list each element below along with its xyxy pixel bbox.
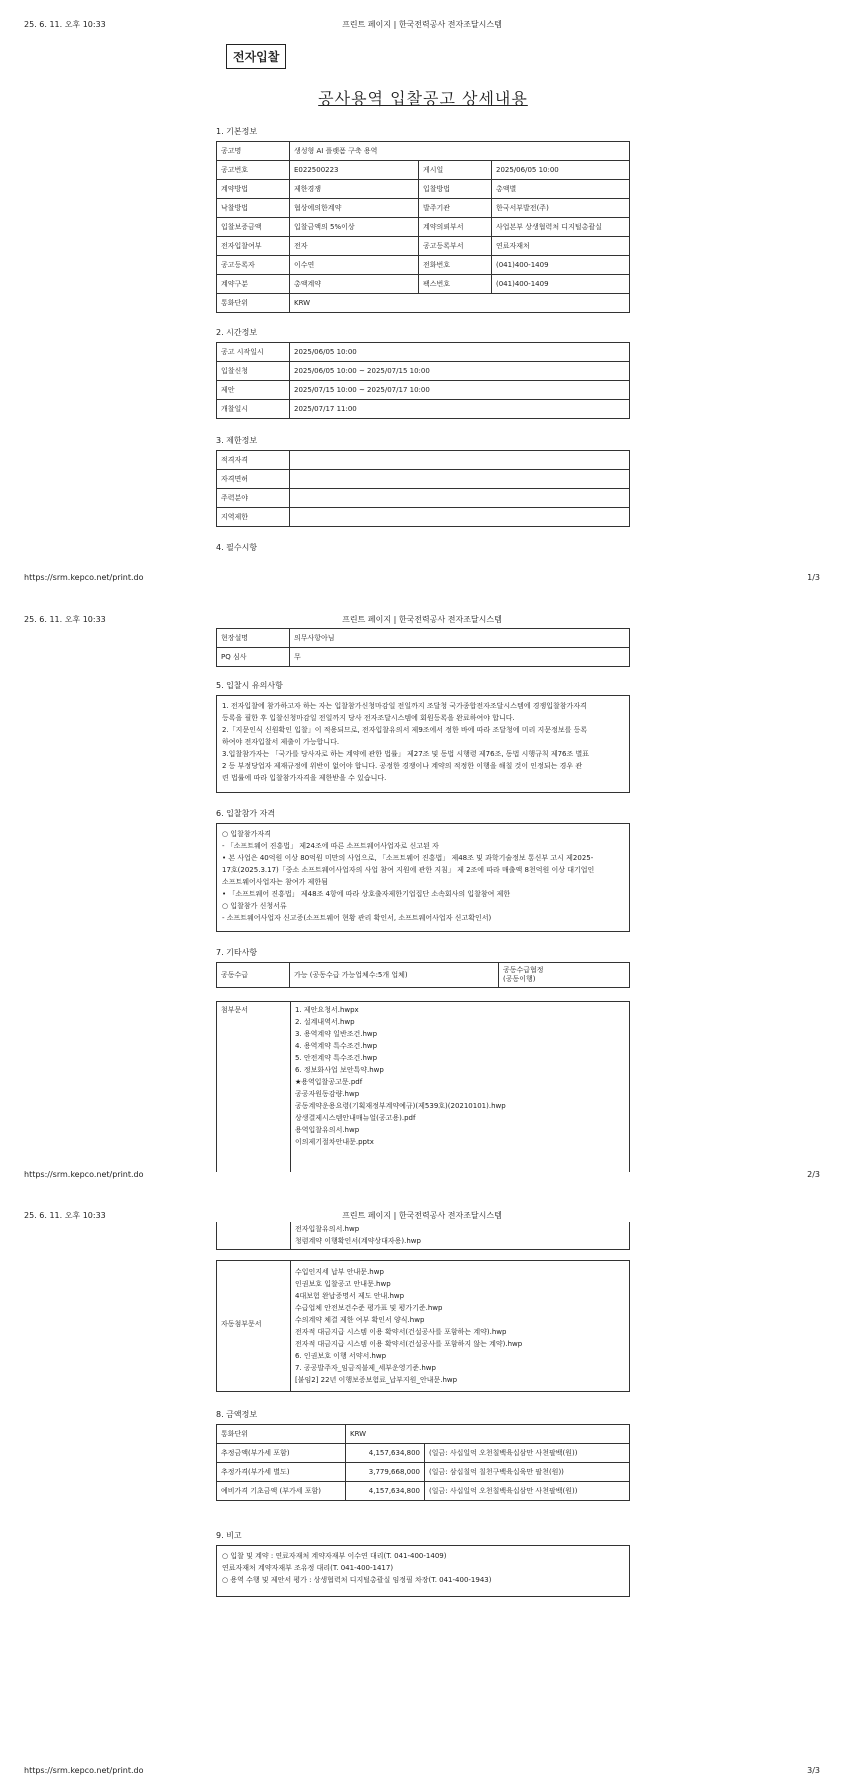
table-row <box>217 275 630 294</box>
label-cell: PQ 심사 <box>217 648 290 667</box>
label-cell: 공고등록자 <box>217 256 290 275</box>
auto-attachment-file-link[interactable]: 4대보험 완납증명서 제도 안내.hwp <box>295 1292 405 1300</box>
joint-agreement-text: 공동수급협정 <box>503 966 544 974</box>
attachment-file-link[interactable]: 청렴계약 이행확인서(계약상대자용).hwp <box>295 1237 421 1245</box>
attachment-file-link[interactable]: 2. 설계내역서.hwp <box>295 1018 355 1026</box>
section-etc-title: 7. 기타사항 <box>216 948 258 957</box>
value-cell <box>290 451 630 470</box>
auto-attachment-file-link[interactable]: [붙임2] 22년 이행보증보험료_납부지원_안내문.hwp <box>295 1376 458 1384</box>
table-row <box>217 343 630 362</box>
label-cell: 공고명 <box>217 142 290 161</box>
label-cell: 추정금액(부가세 포함) <box>217 1444 346 1463</box>
value-cell: 총액별 <box>492 180 630 199</box>
attachment-file-link[interactable]: 공동계약운용요령(기획재정부계약예규)(제539호)(20210101).hwp <box>295 1102 506 1110</box>
required-info-table <box>216 628 630 667</box>
value-cell: 무 <box>290 648 630 667</box>
attachment-file-link[interactable]: 전자입찰유의서.hwp <box>295 1225 360 1233</box>
page-3 <box>0 1192 844 1789</box>
auto-attachment-file-link[interactable]: 수입인지세 납부 안내문.hwp <box>295 1268 384 1276</box>
remarks-line: ○ 입찰 및 계약 : 연료자재처 계약자재부 이수연 대리(T. 041-400-1409) <box>222 1552 447 1560</box>
qualification-line: - 「소프트웨어 진흥법」 제24조에 따른 소프트웨어사업자로 신고된 자 <box>222 842 439 850</box>
table-row <box>217 400 630 419</box>
value-cell <box>290 470 630 489</box>
joint-agreement-cell <box>499 963 630 988</box>
value-cell: 한국서부발전(주) <box>492 199 630 218</box>
table-row <box>217 1482 630 1501</box>
value-cell: 2025/06/05 10:00 <box>290 343 630 362</box>
table-row <box>217 489 630 508</box>
label-cell: 공동수급 <box>217 963 290 988</box>
remarks-line: ○ 용역 수행 및 제안서 평가 : 상생협력처 디지털총괄실 임정필 차장(T. 041-400-1943) <box>222 1576 492 1584</box>
attachment-table <box>216 1001 630 1172</box>
section-qualification-title: 6. 입찰참가 자격 <box>216 809 276 818</box>
header-datetime: 25. 6. 11. 오후 10:33 <box>24 1211 106 1220</box>
footer-page-number: 2/3 <box>807 1170 820 1179</box>
footer-url[interactable]: https://srm.kepco.net/print.do <box>24 573 144 582</box>
label-cell: 주력분야 <box>217 489 290 508</box>
table-row <box>217 451 630 470</box>
auto-attachment-table <box>216 1260 630 1392</box>
label-cell: 지역제한 <box>217 508 290 527</box>
page-2 <box>0 596 844 1192</box>
qualification-line: 17호(2025.3.17)「중소 소프트웨어사업자의 사업 참여 지원에 관한 지침」 제 2조에 따라 매출액 8천억원 이상 대기업인 <box>222 866 595 874</box>
attachment-file-link[interactable]: 1. 제안요청서.hwpx <box>295 1006 359 1014</box>
qualification-line: • 본 사업은 40억원 이상 80억원 미만의 사업으로, 「소프트웨어 진흥법」 제48조 및 과학기술정보 통신부 고시 제2025- <box>222 854 594 862</box>
attachment-file-link[interactable]: 5. 안전계약 특수조건.hwp <box>295 1054 378 1062</box>
table-row <box>217 180 630 199</box>
qualification-line: ○ 입찰참가자격 <box>222 830 271 838</box>
amount-value: 4,157,634,800 <box>346 1444 425 1463</box>
time-info-table <box>216 342 630 419</box>
label-cell: 공고번호 <box>217 161 290 180</box>
value-cell: KRW <box>290 294 630 313</box>
value-cell: 2025/06/05 10:00 <box>492 161 630 180</box>
label-cell: 계약의뢰부서 <box>419 218 492 237</box>
amount-value: 4,157,634,800 <box>346 1482 425 1501</box>
table-row <box>217 362 630 381</box>
label-cell: 발주기관 <box>419 199 492 218</box>
remarks-line: 연료자재처 계약자재부 조유정 대리(T. 041-400-1417) <box>222 1564 394 1572</box>
section-notice-title: 5. 입찰시 유의사항 <box>216 681 283 690</box>
table-row <box>217 199 630 218</box>
value-cell: 2025/06/05 10:00 ~ 2025/07/15 10:00 <box>290 362 630 381</box>
auto-attachment-file-link[interactable]: 6. 인권보호 이행 서약서.hwp <box>295 1352 387 1360</box>
value-cell: 협상에의한계약 <box>290 199 419 218</box>
notice-line: 3.입찰참가자는 「국가를 당사자로 하는 계약에 관한 법률」 제27조 및 동법 시행령 제76조, 동법 시행규칙 제76조 별표 <box>222 750 590 758</box>
footer-url[interactable]: https://srm.kepco.net/print.do <box>24 1766 144 1775</box>
amount-text: (일금: 삼십칠억 칠천구백육십육만 팔천(원)) <box>425 1463 630 1482</box>
label-cell: 계약구분 <box>217 275 290 294</box>
attachment-file-link[interactable]: ★용역입찰공고문.pdf <box>295 1078 363 1086</box>
table-row <box>217 142 630 161</box>
value-cell: 입찰금액의 5%이상 <box>290 218 419 237</box>
page-1 <box>0 0 844 596</box>
notice-line: 1. 전자입찰에 참가하고자 하는 자는 입찰참가신청마감일 전일까지 조달청 국가종합전자조달시스템에 경쟁입찰참가자격 <box>222 702 587 710</box>
section-remarks-title: 9. 비고 <box>216 1531 242 1540</box>
label-cell: 전자입찰여부 <box>217 237 290 256</box>
auto-attachment-file-link[interactable]: 수의계약 체결 제한 여부 확인서 양식.hwp <box>295 1316 425 1324</box>
label-cell: 입찰신청 <box>217 362 290 381</box>
table-row <box>217 963 630 988</box>
auto-attachment-label: 자동첨부문서 <box>221 1320 262 1328</box>
value-cell: 이수연 <box>290 256 419 275</box>
table-row <box>217 629 630 648</box>
auto-attachment-file-link[interactable]: 전자적 대금지급 시스템 이용 확약서(건설공사를 포함하지 않는 계약).hwp <box>295 1340 523 1348</box>
table-row <box>217 1425 630 1444</box>
attachment-file-link[interactable]: 4. 용역계약 특수조건.hwp <box>295 1042 378 1050</box>
e-bid-badge: 전자입찰 <box>226 44 286 69</box>
page-title: 공사용역 입찰공고 상세내용 <box>318 89 528 108</box>
label-cell: 개찰일시 <box>217 400 290 419</box>
header-title: 프린트 페이지 | 한국전력공사 전자조달시스템 <box>342 1211 502 1220</box>
attachment-file-link[interactable]: 3. 용역계약 일반조건.hwp <box>295 1030 378 1038</box>
attachment-table-continued <box>216 1222 630 1250</box>
label-cell: 팩스번호 <box>419 275 492 294</box>
section-amount-title: 8. 금액정보 <box>216 1410 258 1419</box>
label-cell: 현장설명 <box>217 629 290 648</box>
header-datetime: 25. 6. 11. 오후 10:33 <box>24 20 106 29</box>
label-cell: 추정가격(부가세 별도) <box>217 1463 346 1482</box>
attachment-file-link[interactable]: 공공자원동감량.hwp <box>295 1090 360 1098</box>
label-cell: 통화단위 <box>217 1425 346 1444</box>
label-cell: 전화번호 <box>419 256 492 275</box>
attachment-file-link[interactable]: 6. 정보화사업 보안특약.hwp <box>295 1066 384 1074</box>
notice-line: 2.「지문인식 신원확인 입찰」이 적용되므로, 전자입찰유의서 제9조에서 정한 바에 따라 조달청에 미리 지문정보를 등록 <box>222 726 588 734</box>
attachment-file-link[interactable]: 용역입찰유의서.hwp <box>295 1126 360 1134</box>
table-row <box>217 381 630 400</box>
header-title: 프린트 페이지 | 한국전력공사 전자조달시스템 <box>342 20 502 29</box>
value-cell: (041)400-1409 <box>492 275 630 294</box>
section-basic-title: 1. 기본정보 <box>216 127 258 136</box>
value-cell: 가능 (공동수급 가능업체수:5개 업체) <box>290 963 499 988</box>
attachment-label-cell <box>217 1002 291 1172</box>
qualification-line: 소프트웨어사업자는 참여가 제한됨 <box>222 878 328 886</box>
section-time-title: 2. 시간정보 <box>216 328 258 337</box>
value-cell: KRW <box>346 1425 630 1444</box>
label-cell: 공고등록부서 <box>419 237 492 256</box>
header-datetime: 25. 6. 11. 오후 10:33 <box>24 615 106 624</box>
header-title: 프린트 페이지 | 한국전력공사 전자조달시스템 <box>342 615 502 624</box>
attachment-file-link[interactable]: 이의제기절차안내문.pptx <box>295 1138 374 1146</box>
basic-info-table <box>216 141 630 313</box>
auto-attachment-file-link[interactable]: 인권보호 입찰공고 안내문.hwp <box>295 1280 391 1288</box>
table-row <box>217 648 630 667</box>
notice-line: 련 법률에 따라 입찰참가자격을 제한받을 수 있습니다. <box>222 774 387 782</box>
table-row <box>217 161 630 180</box>
label-cell: 예비가격 기초금액 (부가세 포함) <box>217 1482 346 1501</box>
label-cell: 제안 <box>217 381 290 400</box>
attachment-list <box>295 1004 506 1148</box>
joint-agreement-sub: (공동이행) <box>503 975 536 983</box>
footer-page-number: 1/3 <box>807 573 820 582</box>
label-cell: 게시일 <box>419 161 492 180</box>
footer-page-number: 3/3 <box>807 1766 820 1775</box>
label-cell: 입찰보증금액 <box>217 218 290 237</box>
value-cell: 2025/07/15 10:00 ~ 2025/07/17 10:00 <box>290 381 630 400</box>
remarks-box <box>216 1545 630 1597</box>
value-cell: 의무사항아님 <box>290 629 630 648</box>
qualification-line: ○ 입찰참가 신청서류 <box>222 902 287 910</box>
amount-text: (일금: 사십일억 오천칠백육십삼만 사천팔백(원)) <box>425 1444 630 1463</box>
section-required-title: 4. 필수시항 <box>216 543 258 552</box>
value-cell: 사업본부 상생협력처 디지털총괄실 <box>492 218 630 237</box>
value-cell <box>290 489 630 508</box>
amount-value: 3,779,668,000 <box>346 1463 425 1482</box>
amount-text: (일금: 사십일억 오천칠백육십삼만 사천팔백(원)) <box>425 1482 630 1501</box>
qualification-box <box>216 823 630 932</box>
table-row <box>217 1444 630 1463</box>
qualification-line: • 「소프트웨어 진흥법」 제48조 4항에 따라 상호출자제한기업집단 소속회사의 입찰참여 제한 <box>222 890 511 898</box>
value-cell: 전자 <box>290 237 419 256</box>
value-cell: 2025/07/17 11:00 <box>290 400 630 419</box>
attachment-file-link[interactable]: 상생결제시스템안내매뉴얼(공고용).pdf <box>295 1114 416 1122</box>
qualification-line: - 소프트웨어사업자 신고증(소프트웨어 현황 관리 확인서, 소프트웨어사업자 신고확인서) <box>222 914 492 922</box>
table-row <box>217 237 630 256</box>
attachment-list <box>295 1223 421 1247</box>
auto-attachment-file-link[interactable]: 7. 공공발주자_임금직불제_세부운영기준.hwp <box>295 1364 436 1372</box>
table-row <box>217 1463 630 1482</box>
auto-attachment-list <box>295 1266 522 1386</box>
label-cell: 적격자격 <box>217 451 290 470</box>
label-cell: 공고 시작일시 <box>217 343 290 362</box>
value-cell: 연료자재처 <box>492 237 630 256</box>
value-cell: 총액계약 <box>290 275 419 294</box>
value-cell: 생성형 AI 플랫폼 구축 용역 <box>290 142 630 161</box>
notice-line: 등록을 필한 후 입찰신청마감일 전일까지 당사 전자조달시스템에 회원등록을 완료하여야 합니다. <box>222 714 515 722</box>
notice-box <box>216 695 630 793</box>
notice-line: 2 등 부정당업자 제재규정에 위반이 없어야 합니다. 공정한 경쟁이나 계약의 적정한 이행을 해칠 것이 인정되는 경우 관 <box>222 762 583 770</box>
value-cell: E022500223 <box>290 161 419 180</box>
auto-attachment-file-link[interactable]: 수급업체 안전보건수준 평가표 및 평가기준.hwp <box>295 1304 443 1312</box>
attachment-label: 첨부문서 <box>221 1006 249 1014</box>
limit-info-table <box>216 450 630 527</box>
value-cell: 제한경쟁 <box>290 180 419 199</box>
table-row <box>217 508 630 527</box>
auto-attachment-file-link[interactable]: 전자적 대금지급 시스템 이용 확약서(건설공사를 포함하는 계약).hwp <box>295 1328 507 1336</box>
label-cell: 낙찰방법 <box>217 199 290 218</box>
joint-contract-table <box>216 962 630 988</box>
label-cell: 통화단위 <box>217 294 290 313</box>
section-limit-title: 3. 제한정보 <box>216 436 258 445</box>
auto-attachment-label-cell <box>217 1261 291 1391</box>
value-cell: (041)400-1409 <box>492 256 630 275</box>
label-cell: 입찰방법 <box>419 180 492 199</box>
label-cell: 계약방법 <box>217 180 290 199</box>
notice-line: 하여야 전자입찰서 제출이 가능합니다. <box>222 738 340 746</box>
footer-url[interactable]: https://srm.kepco.net/print.do <box>24 1170 144 1179</box>
table-row <box>217 256 630 275</box>
value-cell <box>290 508 630 527</box>
label-cell: 자격면허 <box>217 470 290 489</box>
amount-table <box>216 1424 630 1501</box>
table-row <box>217 294 630 313</box>
table-row <box>217 218 630 237</box>
attachment-label-cell <box>217 1222 291 1249</box>
table-row <box>217 470 630 489</box>
